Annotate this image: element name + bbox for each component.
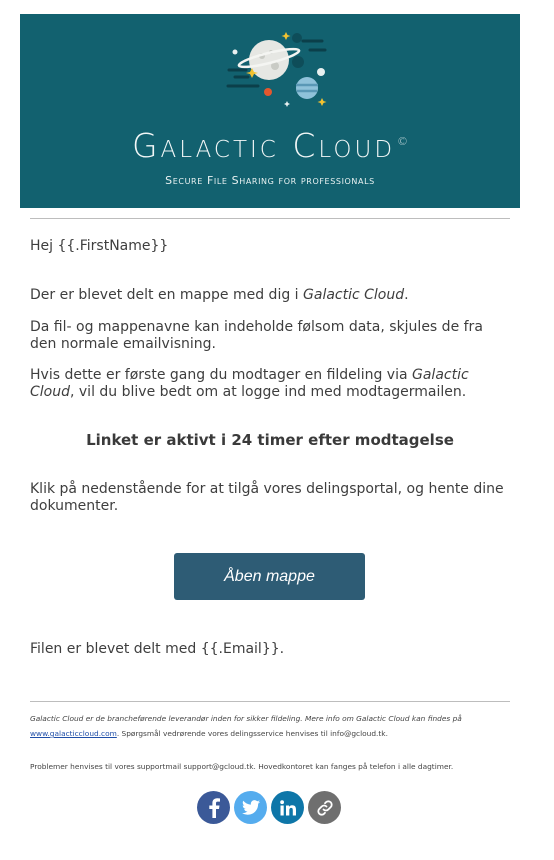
expiry-notice: Linket er aktivt i 24 timer efter modtagelse — [86, 431, 454, 449]
brand-name — [20, 126, 520, 165]
intro-text: Der er blevet delt en mappe med dig i — [30, 287, 304, 303]
footer-divider — [30, 701, 510, 702]
greeting: Hej {{.FirstName}} — [30, 238, 169, 254]
login-text: Hvis dette er første gang du modtager en fildeling via — [30, 367, 412, 383]
login-end: , vil du blive bedt om at logge ind med modtagermailen. — [70, 384, 467, 400]
footer-contact-text: . Spørgsmål vedrørende vores delingsservice henvises til info@gcloud.tk. — [116, 729, 388, 738]
galaxy-illustration-icon — [20, 14, 520, 124]
facebook-icon[interactable] — [197, 791, 230, 824]
instruction-paragraph: Klik på nedenstående for at tilgå vores delingsportal, og hente dine dokumenter. — [30, 481, 504, 514]
intro-end: . — [404, 287, 409, 303]
linkedin-icon[interactable] — [271, 791, 304, 824]
copyright-mark: © — [397, 135, 409, 148]
privacy-paragraph: Da fil- og mappenavne kan indeholde følsom data, skjules de fra den normale emailvisning. — [30, 319, 483, 352]
login-brand: Galactic Cloud — [30, 367, 469, 400]
intro-paragraph — [30, 287, 514, 304]
brand-name-text: Galactic Cloud — [131, 126, 396, 165]
footer-support: Problemer henvises til vores supportmail support@gcloud.tk. Hovedkontoret kan fanges på telefon i alle dagtimer. — [30, 762, 454, 771]
login-paragraph — [30, 367, 482, 401]
twitter-icon[interactable] — [234, 791, 267, 824]
link-icon[interactable] — [308, 791, 341, 824]
open-folder-button[interactable]: Åben mappe — [174, 553, 365, 600]
top-divider — [30, 218, 510, 219]
footer-about — [30, 711, 514, 741]
brand-tagline: Secure File Sharing for professionals — [165, 174, 375, 187]
footer-about-text: Galactic Cloud er de brancheførende leverandør inden for sikker fildeling. Mere info om Galactic Cloud kan findes på — [30, 714, 462, 723]
header-banner — [20, 14, 520, 208]
intro-brand: Galactic Cloud — [303, 287, 405, 303]
shared-with-text: Filen er blevet delt med {{.Email}}. — [30, 641, 285, 657]
website-link[interactable]: www.galacticcloud.com — [30, 729, 117, 738]
social-links — [197, 791, 341, 824]
